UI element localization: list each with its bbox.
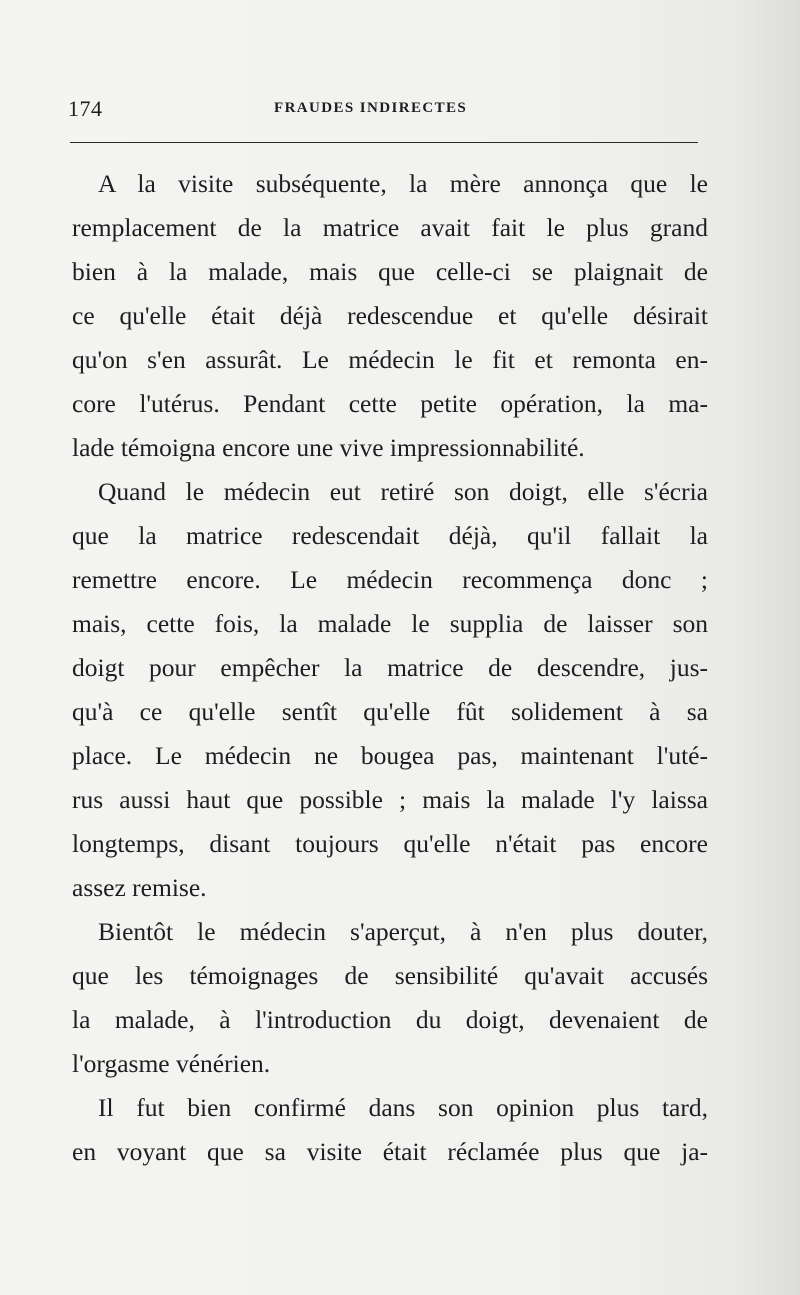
text-line: lade témoigna encore une vive impressionnabilité. <box>72 433 585 462</box>
text-line: ce qu'elle était déjà redescendue et qu'elle désirait <box>72 301 708 330</box>
running-title: FRAUDES INDIRECTES <box>274 100 468 116</box>
text-line: place. Le médecin ne bougea pas, maintenant l'uté- <box>72 741 708 770</box>
text-line: Quand le médecin eut retiré son doigt, elle s'écria <box>98 477 708 506</box>
text-line: longtemps, disant toujours qu'elle n'était pas encore <box>72 829 708 858</box>
text-line: A la visite subséquente, la mère annonça que le <box>98 169 708 198</box>
text-line: doigt pour empêcher la matrice de descendre, jus- <box>72 653 708 682</box>
running-head <box>68 96 698 126</box>
body-text <box>72 162 708 1174</box>
text-line: en voyant que sa visite était réclamée plus que ja- <box>72 1137 708 1166</box>
page-number: 174 <box>68 96 103 121</box>
text-line: qu'on s'en assurât. Le médecin le fit et remonta en- <box>72 345 708 374</box>
text-line: qu'à ce qu'elle sentît qu'elle fût solidement à sa <box>72 697 708 726</box>
header-rule <box>70 142 698 143</box>
text-line: bien à la malade, mais que celle-ci se plaignait de <box>72 257 708 286</box>
text-line: rus aussi haut que possible ; mais la malade l'y laissa <box>72 785 708 814</box>
text-line: que les témoignages de sensibilité qu'avait accusés <box>72 961 708 990</box>
text-line: que la matrice redescendait déjà, qu'il fallait la <box>72 521 708 550</box>
text-line: remettre encore. Le médecin recommença donc ; <box>72 565 708 594</box>
text-line: l'orgasme vénérien. <box>72 1049 271 1078</box>
text-line: Il fut bien confirmé dans son opinion plus tard, <box>98 1093 708 1122</box>
text-line: core l'utérus. Pendant cette petite opération, la ma- <box>72 389 708 418</box>
text-line: assez remise. <box>72 873 207 902</box>
text-line: mais, cette fois, la malade le supplia de laisser son <box>72 609 708 638</box>
text-line: Bientôt le médecin s'aperçut, à n'en plus douter, <box>98 917 708 946</box>
text-line: remplacement de la matrice avait fait le plus grand <box>72 213 708 242</box>
text-line: la malade, à l'introduction du doigt, devenaient de <box>72 1005 708 1034</box>
